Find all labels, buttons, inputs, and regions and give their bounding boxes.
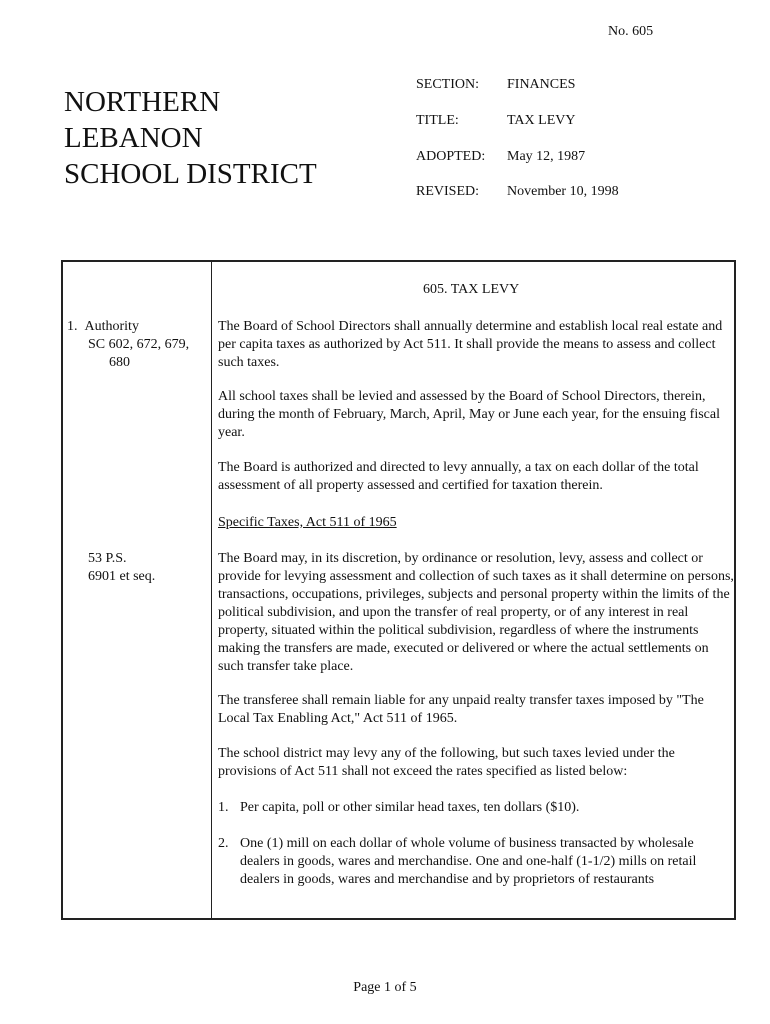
paragraph: The transferee shall remain liable for any unpaid realty transfer taxes imposed by "The Local Tax Enabling Act," Act 511 of 1965. [218, 693, 704, 726]
margin-note-line: 680 [67, 355, 130, 370]
list-number: 1. [218, 800, 229, 815]
margin-note-line: 53 P.S. [67, 551, 127, 566]
authority-heading: Authority [84, 319, 139, 334]
paragraph: The Board may, in its discretion, by ordinance or resolution, levy, assess and collect or provide for levying assessment and collection of such taxes as it shall determine on persons, transactions, occupations, privileges, subjects and personal property within the limits of the political subdivision, and upon the transfer of real property, or of any interest in real property, situated within the political subdivision, regardless of where the instruments making the transfers are made, executed or delivered or where the actual settlements on such transfer take place. [218, 551, 734, 674]
subheading: Specific Taxes, Act 511 of 1965 [218, 515, 397, 530]
policy-box [61, 260, 736, 920]
paragraph: All school taxes shall be levied and assessed by the Board of School Directors, therein, during the month of February, March, April, May or June each year, for the ensuing fiscal year. [218, 389, 720, 440]
page-number: Page 1 of 5 [353, 980, 417, 995]
title-value: TAX LEVY [507, 113, 576, 128]
section-label: SECTION: [416, 77, 479, 92]
margin-note-statute [67, 550, 209, 586]
column-divider [211, 262, 212, 918]
margin-note-line: 1. Authority [67, 319, 139, 334]
adopted-value: May 12, 1987 [507, 149, 586, 164]
list-number: 2. [218, 836, 229, 851]
district-name-line: NORTHERN [64, 86, 221, 118]
margin-note-authority [67, 318, 209, 372]
district-name [64, 84, 317, 192]
list-text: One (1) mill on each dollar of whole volume of business transacted by wholesale dealers in goods, wares and merchandise. One and one-half (1-1/2) mills on retail dealers in goods, wares and merchandise and by proprietors of restaurants [240, 836, 697, 887]
policy-title: 605. TAX LEVY [423, 282, 520, 297]
title-label: TITLE: [416, 113, 459, 128]
district-name-line: LEBANON [64, 122, 203, 154]
revised-value: November 10, 1998 [507, 184, 619, 199]
list-text: Per capita, poll or other similar head taxes, ten dollars ($10). [240, 800, 580, 815]
margin-note-line: SC 602, 672, 679, [67, 337, 190, 352]
adopted-label: ADOPTED: [416, 149, 486, 164]
policy-number: No. 605 [608, 24, 654, 39]
paragraph: The school district may levy any of the following, but such taxes levied under the provisions of Act 511 shall not exceed the rates specified as listed below: [218, 746, 675, 779]
paragraph: The Board is authorized and directed to levy annually, a tax on each dollar of the total assessment of all property assessed and certified for taxation therein. [218, 460, 699, 493]
district-name-line: SCHOOL DISTRICT [64, 158, 317, 190]
section-value: FINANCES [507, 77, 576, 92]
revised-label: REVISED: [416, 184, 479, 199]
paragraph: The Board of School Directors shall annually determine and establish local real estate and per capita taxes as authorized by Act 511. It shall provide the means to assess and collect such taxes. [218, 319, 723, 370]
margin-note-line: 6901 et seq. [67, 569, 156, 584]
policy-body [218, 262, 738, 918]
